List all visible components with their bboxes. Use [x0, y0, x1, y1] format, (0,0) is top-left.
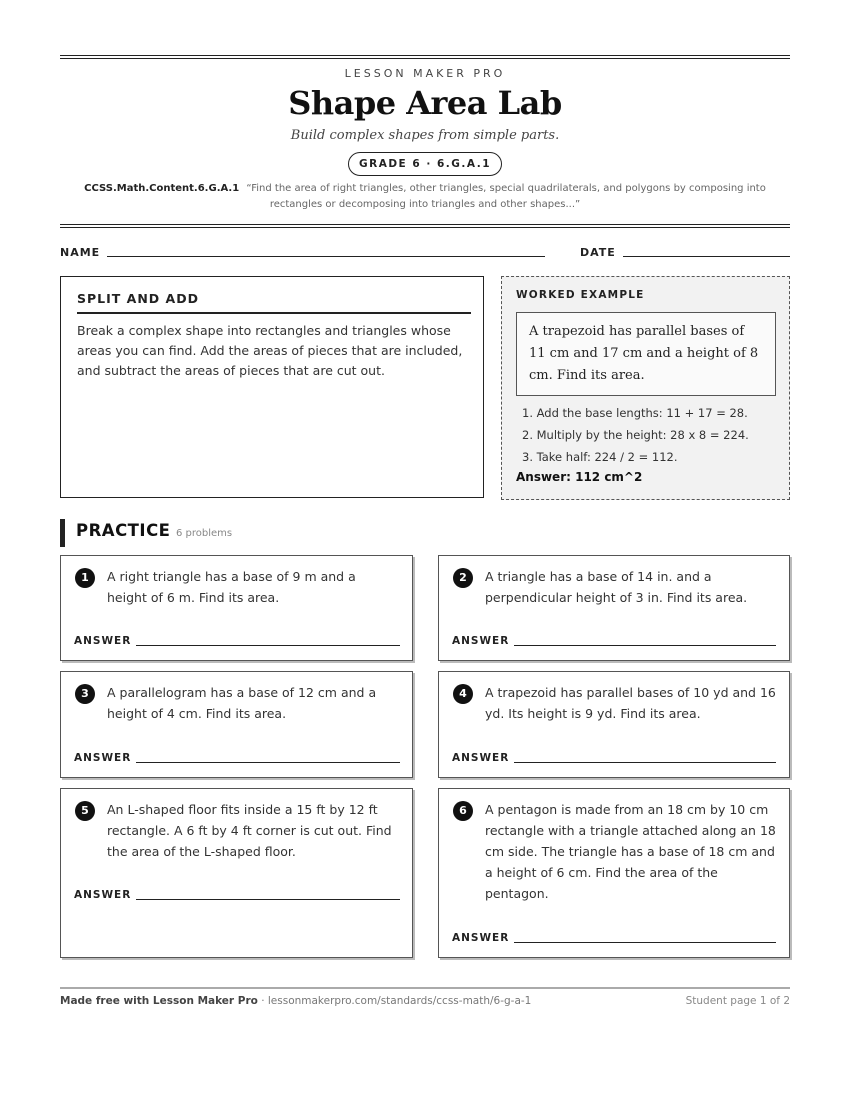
- answer-line[interactable]: [514, 942, 776, 943]
- problem-text: An L-shaped floor fits inside a 15 ft by 12 ft rectangle. A 6 ft by 4 ft corner is cut out. Find the area of the L-shaped floor.: [107, 802, 392, 859]
- problem-card-5: [60, 788, 413, 958]
- date-line[interactable]: [623, 256, 790, 257]
- problem-number: 5: [75, 801, 95, 821]
- practice-accent-bar: [60, 519, 65, 547]
- problem-number: 3: [75, 684, 95, 704]
- problem-text: A trapezoid has parallel bases of 10 yd and 16 yd. Its height is 9 yd. Find its area.: [485, 685, 776, 721]
- answer-label: ANSWER: [452, 635, 510, 647]
- worked-example-problem: A trapezoid has parallel bases of 11 cm and 17 cm and a height of 8 cm. Find its area.: [516, 312, 776, 396]
- answer-label: ANSWER: [74, 752, 132, 764]
- split-and-add-box: [60, 276, 484, 498]
- worked-step: 2. Multiply by the height: 28 x 8 = 224.: [522, 428, 749, 442]
- problem-text: A triangle has a base of 14 in. and a perpendicular height of 3 in. Find its area.: [485, 569, 748, 605]
- standard-text: “Find the area of right triangles, other triangles, special quadrilaterals, and polygons by composing into rectangles or decomposing into triangles and other shapes...”: [246, 183, 766, 210]
- brand-name: LESSON MAKER PRO: [344, 67, 506, 80]
- answer-line[interactable]: [136, 899, 400, 900]
- answer-label: ANSWER: [74, 889, 132, 901]
- problem-number: 1: [75, 568, 95, 588]
- page-subtitle: Build complex shapes from simple parts.: [290, 128, 560, 143]
- answer-line[interactable]: [514, 645, 776, 646]
- header-top-rule: [60, 55, 790, 59]
- answer-label: ANSWER: [452, 932, 510, 944]
- footer-credit: [60, 995, 531, 1007]
- standard-description: [70, 181, 780, 213]
- footer-made-with: Made free with Lesson Maker Pro: [60, 995, 258, 1007]
- worked-example-heading: WORKED EXAMPLE: [516, 289, 645, 301]
- footer-rule: [60, 987, 790, 989]
- name-line[interactable]: [107, 256, 545, 257]
- name-label: NAME: [60, 246, 101, 259]
- answer-label: ANSWER: [74, 635, 132, 647]
- problem-number: 6: [453, 801, 473, 821]
- problem-card-3: [60, 671, 413, 778]
- answer-line[interactable]: [136, 762, 400, 763]
- footer-url[interactable]: · lessonmakerpro.com/standards/ccss-math/6-g-a-1: [257, 995, 532, 1007]
- problem-card-2: [438, 555, 790, 661]
- problem-text: A parallelogram has a base of 12 cm and a height of 4 cm. Find its area.: [107, 685, 377, 721]
- split-and-add-heading: SPLIT AND ADD: [77, 291, 471, 314]
- problem-card-4: [438, 671, 790, 778]
- worked-example-box: [501, 276, 790, 500]
- header-bottom-rule: [60, 224, 790, 228]
- grade-badge: GRADE 6 · 6.G.A.1: [348, 152, 502, 176]
- footer-page-number: Student page 1 of 2: [685, 995, 790, 1007]
- problem-text: A pentagon is made from an 18 cm by 10 cm rectangle with a triangle attached along an 18 cm side. The triangle has a base of 18 cm and a height of 6 cm. Find the area of the pentagon.: [485, 802, 776, 901]
- problem-number: 2: [453, 568, 473, 588]
- problem-card-1: [60, 555, 413, 661]
- practice-count: 6 problems: [176, 528, 233, 539]
- answer-line[interactable]: [136, 645, 400, 646]
- practice-heading: PRACTICE: [76, 521, 171, 540]
- problem-card-6: [438, 788, 790, 958]
- answer-line[interactable]: [514, 762, 776, 763]
- problem-number: 4: [453, 684, 473, 704]
- worked-step: 1. Add the base lengths: 11 + 17 = 28.: [522, 406, 748, 420]
- split-and-add-body: Break a complex shape into rectangles and triangles whose areas you can find. Add the areas of pieces that are included, and subtract the areas of pieces that are cut out.: [77, 323, 463, 378]
- date-label: DATE: [580, 246, 616, 259]
- worked-example-steps: [522, 402, 782, 468]
- worked-example-answer: Answer: 112 cm^2: [516, 470, 643, 484]
- answer-label: ANSWER: [452, 752, 510, 764]
- problem-text: A right triangle has a base of 9 m and a height of 6 m. Find its area.: [107, 569, 356, 605]
- worked-step: 3. Take half: 224 / 2 = 112.: [522, 450, 678, 464]
- standard-code: CCSS.Math.Content.6.G.A.1: [84, 183, 240, 194]
- page-title: Shape Area Lab: [288, 84, 562, 122]
